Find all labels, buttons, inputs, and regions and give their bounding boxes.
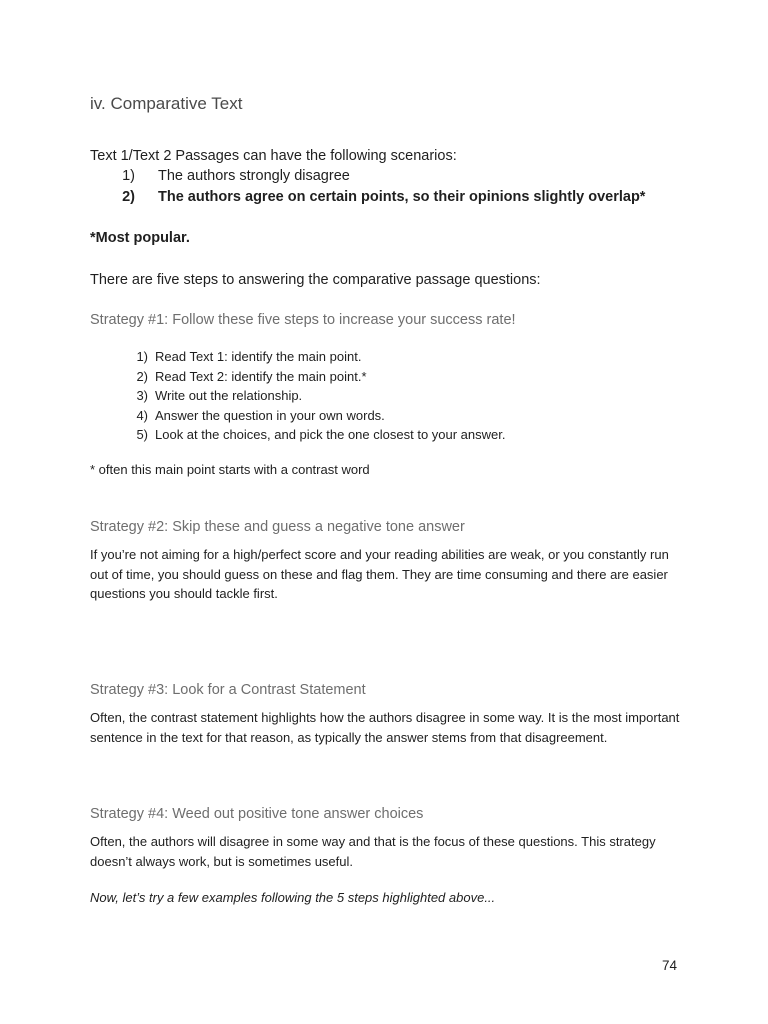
step-item xyxy=(90,406,506,426)
step-number: 5) xyxy=(136,427,148,442)
step-number: 3) xyxy=(136,388,148,403)
step-text: Write out the relationship. xyxy=(155,388,303,403)
step-item xyxy=(90,425,506,445)
step-item xyxy=(90,386,506,406)
strategy-4-heading: Strategy #4: Weed out positive tone answer choices xyxy=(90,806,424,822)
strategy-2-body: If you’re not aiming for a high/perfect score and your reading abilities are weak, or you constantly run out of time, you should guess on these and flag them. They are time consuming and there are easier questions you should tackle first. xyxy=(90,547,669,601)
section-title: iv. Comparative Text xyxy=(90,94,243,113)
scenario-item xyxy=(90,166,645,187)
step-item xyxy=(90,347,506,367)
strategy-4-body: Often, the authors will disagree in some way and that is the focus of these questions. This strategy doesn’t always work, but is sometimes useful. xyxy=(90,834,656,869)
document-page xyxy=(90,0,690,1024)
step-item xyxy=(90,367,506,387)
scenario-number: 1) xyxy=(122,168,135,184)
step-number: 2) xyxy=(136,368,148,384)
strategy-1-heading: Strategy #1: Follow these five steps to increase your success rate! xyxy=(90,312,516,328)
intro-text: Text 1/Text 2 Passages can have the following scenarios: xyxy=(90,148,457,164)
strategy-1-steps xyxy=(90,347,506,445)
strategy-3-heading: Strategy #3: Look for a Contrast Statement xyxy=(90,682,366,698)
most-popular-note: *Most popular. xyxy=(90,230,190,246)
scenario-text: The authors agree on certain points, so their opinions slightly overlap* xyxy=(158,189,646,205)
steps-intro: There are five steps to answering the comparative passage questions: xyxy=(90,272,541,288)
closing-note: Now, let’s try a few examples following the 5 steps highlighted above... xyxy=(90,890,496,905)
scenario-list xyxy=(90,166,645,208)
step-text: Answer the question in your own words. xyxy=(155,407,385,423)
step-text: Look at the choices, and pick the one closest to your answer. xyxy=(155,427,506,442)
step-number: 4) xyxy=(136,407,148,423)
step-text: Read Text 1: identify the main point. xyxy=(155,349,362,364)
scenario-text: The authors strongly disagree xyxy=(158,168,350,184)
strategy-2-heading: Strategy #2: Skip these and guess a negative tone answer xyxy=(90,519,465,535)
page-number: 74 xyxy=(662,958,678,973)
strategy-1-footnote: * often this main point starts with a contrast word xyxy=(90,462,370,477)
step-number: 1) xyxy=(136,349,148,364)
scenario-number: 2) xyxy=(122,189,135,205)
strategy-3-body: Often, the contrast statement highlights how the authors disagree in some way. It is the most important sentence in the text for that reason, as typically the answer stems from that disagreement. xyxy=(90,710,680,745)
step-text: Read Text 2: identify the main point.* xyxy=(155,368,367,384)
scenario-item xyxy=(90,187,645,208)
